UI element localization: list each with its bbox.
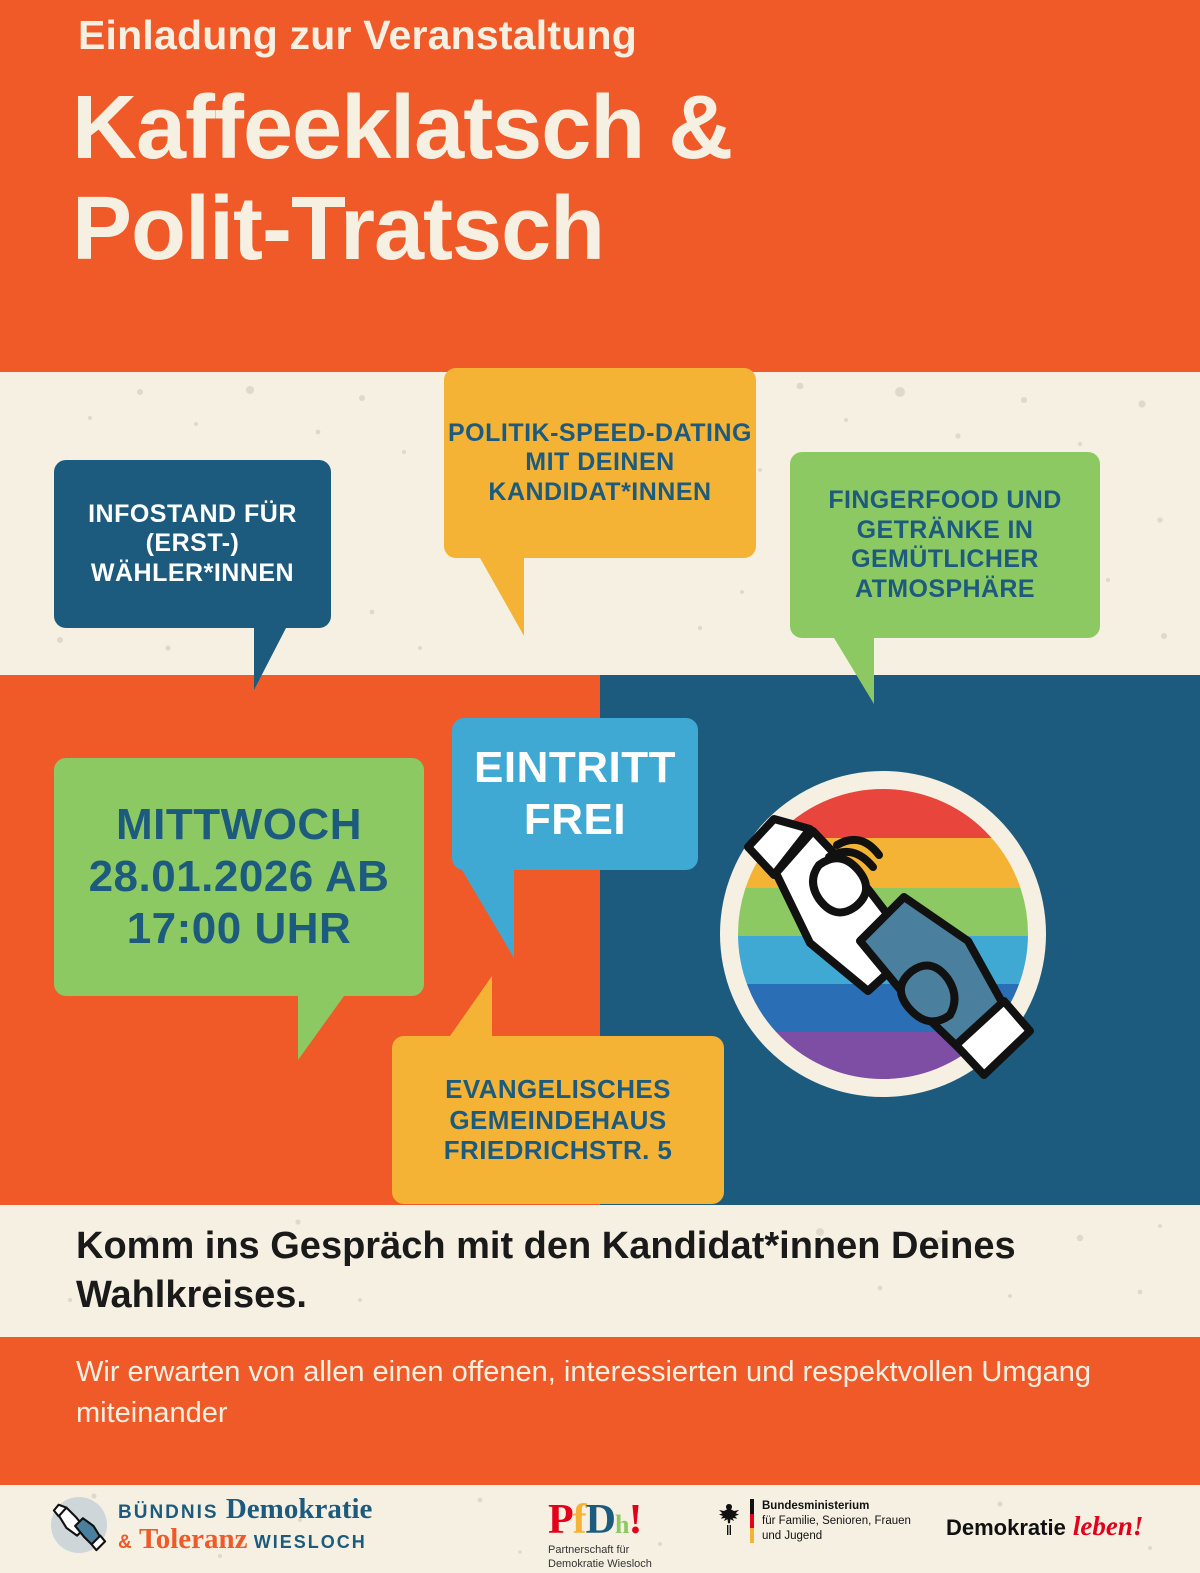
german-flag-bar [750,1499,754,1543]
bdt-line1-small: BÜNDNIS [118,1502,219,1523]
bmfsfj-line-3: und Jugend [762,1529,823,1542]
bubble-address-label: EVANGELISCHES GEMEINDEHAUS FRIEDRICHSTR. 5 [443,1073,673,1166]
pfd-subtitle-line-1: Partnerschaft für [548,1544,630,1556]
pfd-exclamation: ! [628,1497,642,1543]
bubble-date-label: MITTWOCH 28.01.2026 AB 17:00 UHR [88,800,390,953]
pfd-letter-p: P [548,1497,573,1543]
bubble-free-entry [452,718,698,870]
bdt-city: WIESLOCH [253,1531,367,1552]
pfd-letter-f: f [572,1497,586,1543]
bdt-line2-big: Toleranz [139,1522,248,1555]
demokratie-leben-part-2: leben! [1072,1511,1144,1541]
bubble-infostand-tail [254,628,286,690]
logo-demokratie-leben [946,1511,1143,1542]
pfd-wordmark [548,1499,652,1541]
bdt-line1-big: Demokratie [225,1493,373,1525]
bubble-infostand [54,460,331,628]
bdt-wordmark [118,1495,372,1554]
bubble-speeddating-label: POLITIK-SPEED-DATING MIT DEINEN KANDIDAT*INNEN [448,418,752,506]
conduct-note: Wir erwarten von allen einen offenen, interessierten und respektvollen Umgang miteinander [76,1356,1092,1429]
bubble-date [54,758,424,996]
pfd-subtitle-line-2: Demokratie Wiesloch [548,1557,652,1570]
bubble-fingerfood [790,452,1100,638]
logo-buendnis-demokratie-toleranz [50,1495,372,1554]
pfd-letter-d: D [585,1497,615,1543]
bubble-address-tail [450,976,492,1036]
logo-pfd [548,1499,652,1572]
bmfsfj-line-1: Bundesministerium [762,1500,870,1512]
page-title [72,78,732,280]
handshake-small-icon [50,1496,108,1554]
bubble-fingerfood-label: FINGERFOOD UND GETRÄNKE IN GEMÜTLICHER ATMOSPHÄRE [828,486,1062,603]
bmfsfj-line-2: für Familie, Senioren, Frauen [762,1514,911,1527]
bubble-address [392,1036,724,1204]
bmfsfj-wordmark [762,1499,911,1544]
bubble-free-entry-tail [462,870,514,958]
bubble-free-entry-label: EINTRITT FREI [474,743,676,844]
pfd-subtitle [548,1544,652,1572]
logo-bmfsfj [716,1499,911,1544]
bubble-speeddating [444,368,756,558]
footer-logos [0,1485,1200,1573]
bubble-speeddating-tail [480,558,524,636]
bubble-fingerfood-tail [834,638,874,704]
federal-eagle-icon [716,1499,742,1541]
cta-text: Komm ins Gespräch mit den Kandidat*innen Deines Wahlkreises. [76,1225,1016,1317]
bdt-line2-small: & [118,1531,133,1553]
kicker-text: Einladung zur Veranstaltung [78,12,637,58]
bubble-date-tail [298,996,344,1060]
title-line-2: Polit-Tratsch [72,178,605,279]
bdt-line-1 [118,1495,372,1525]
demokratie-leben-part-1: Demokratie [946,1515,1066,1540]
pfd-squiggle-icon: h [615,1510,629,1539]
handshake-rainbow-icon [718,769,1048,1099]
bdt-line-2 [118,1522,372,1555]
bubble-infostand-label: INFOSTAND FÜR (ERST-) WÄHLER*INNEN [88,499,297,587]
title-line-1: Kaffeeklatsch & [72,78,733,178]
